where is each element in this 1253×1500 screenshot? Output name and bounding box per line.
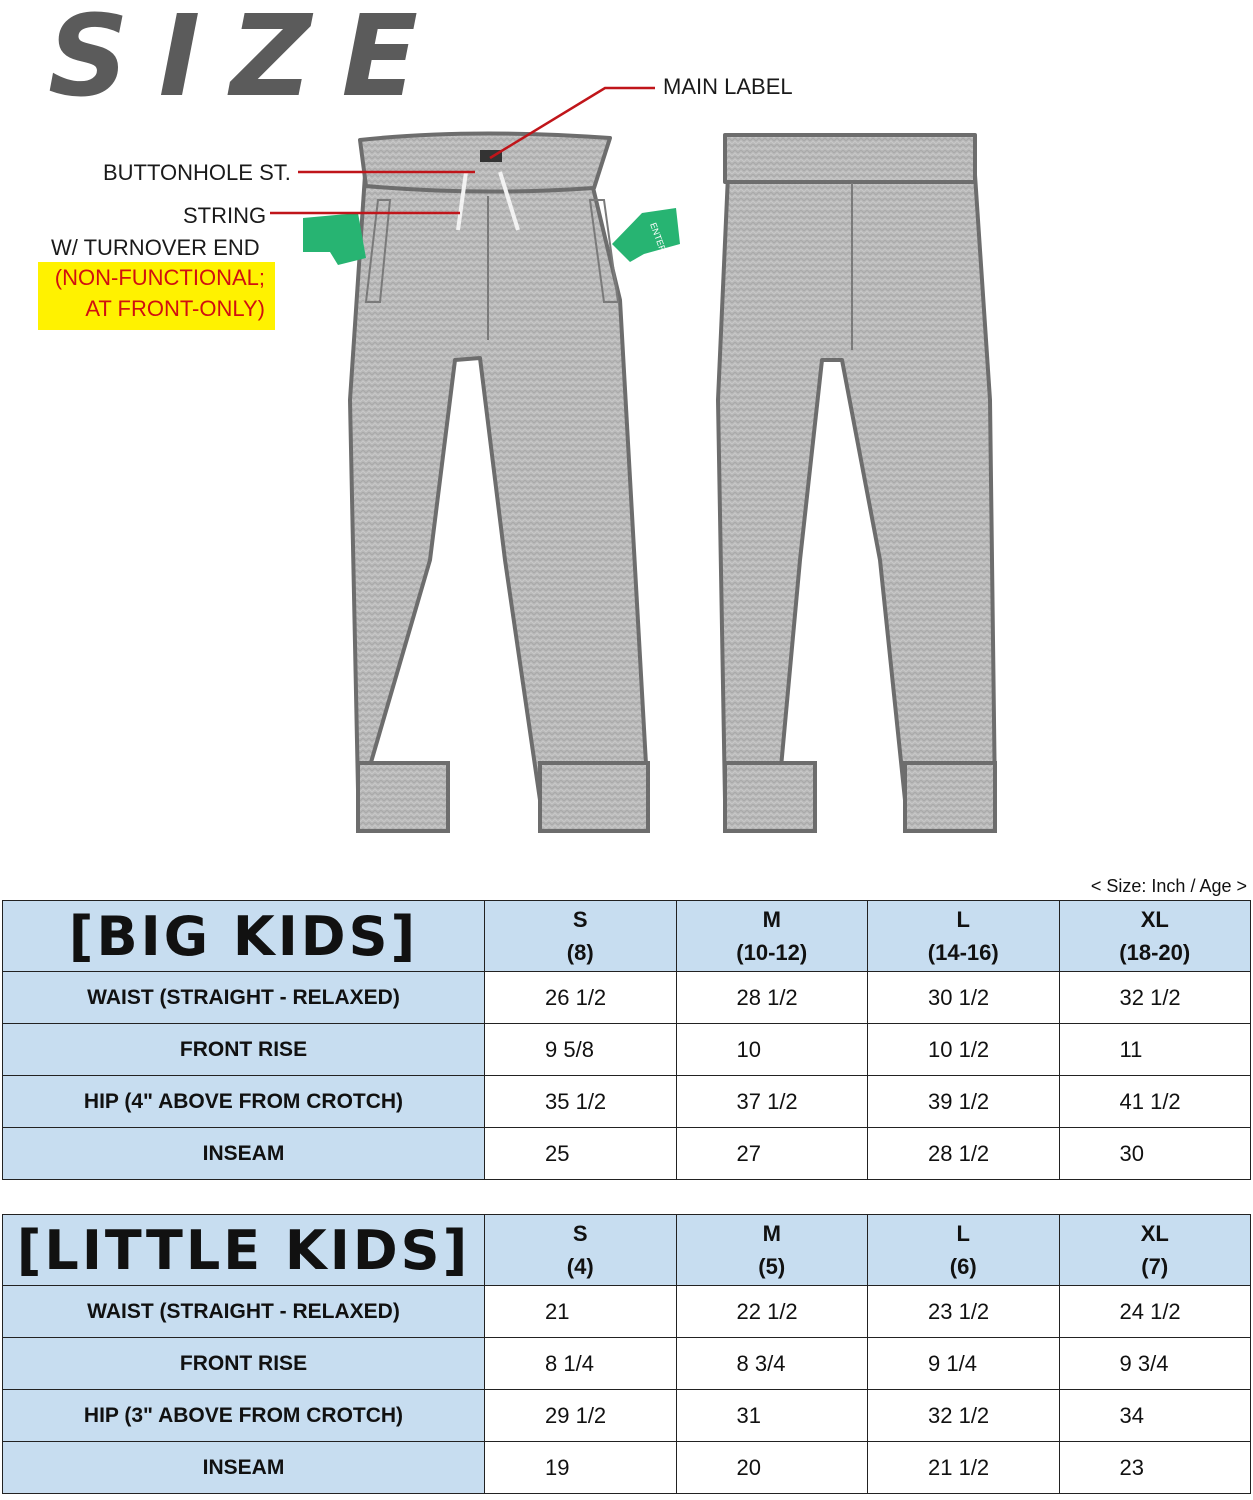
table-cell: 21 1/2 (868, 1442, 1060, 1494)
table-cell: 19 (485, 1442, 677, 1494)
size-col-header (485, 1215, 677, 1286)
back-right-cuff (905, 763, 995, 831)
table-row (3, 1442, 1251, 1494)
table-cell: 26 1/2 (485, 972, 677, 1024)
table-cell: 28 1/2 (868, 1128, 1060, 1180)
row-label: WAIST (STRAIGHT - RELAXED) (3, 1286, 485, 1338)
size-age: (6) (949, 1254, 977, 1279)
table-cell: 30 1/2 (868, 972, 1060, 1024)
front-right-cuff (540, 763, 648, 831)
table-cell: 11 (1059, 1024, 1251, 1076)
size-code: M (762, 1221, 781, 1246)
row-label: INSEAM (3, 1128, 485, 1180)
table-cell: 35 1/2 (485, 1076, 677, 1128)
table-cell: 8 3/4 (676, 1338, 868, 1390)
table-cell: 25 (485, 1128, 677, 1180)
back-left-cuff (725, 763, 815, 831)
table-cell: 28 1/2 (676, 972, 868, 1024)
back-pants-body (718, 175, 995, 800)
unit-note: < Size: Inch / Age > (1090, 876, 1247, 896)
table-cell: 32 1/2 (868, 1390, 1060, 1442)
table-cell: 30 (1059, 1128, 1251, 1180)
note-line1: (NON-FUNCTIONAL; (54, 265, 265, 290)
size-col-header (868, 1215, 1060, 1286)
big-kids-size-table (2, 900, 1251, 1180)
back-waistband (725, 135, 975, 182)
front-pants (303, 133, 680, 831)
size-age: (7) (1141, 1254, 1169, 1279)
row-label: FRONT RISE (3, 1024, 485, 1076)
size-age: (8) (566, 940, 594, 965)
right-pocket-tag (612, 208, 680, 262)
row-label: HIP (3" ABOVE FROM CROTCH) (3, 1390, 485, 1442)
buttonhole-callout: BUTTONHOLE ST. (103, 160, 291, 185)
table-cell: 41 1/2 (1059, 1076, 1251, 1128)
group-title: [BIG KIDS] (3, 901, 485, 972)
size-age: (4) (566, 1254, 594, 1279)
table-row (3, 1128, 1251, 1180)
size-col-header (1059, 901, 1251, 972)
table-cell: 22 1/2 (676, 1286, 868, 1338)
table-row (3, 1338, 1251, 1390)
table-cell: 8 1/4 (485, 1338, 677, 1390)
string-callout-line2: W/ TURNOVER END (51, 235, 260, 260)
table-cell: 29 1/2 (485, 1390, 677, 1442)
note-line2: AT FRONT-ONLY) (85, 296, 265, 321)
size-code: XL (1140, 1221, 1169, 1246)
table-cell: 27 (676, 1128, 868, 1180)
table-cell: 9 3/4 (1059, 1338, 1251, 1390)
table-header-row (3, 901, 1251, 972)
table-cell: 23 (1059, 1442, 1251, 1494)
front-left-cuff (358, 763, 448, 831)
row-label: INSEAM (3, 1442, 485, 1494)
table-cell: 32 1/2 (1059, 972, 1251, 1024)
main-label-callout: MAIN LABEL (663, 74, 793, 99)
table-cell: 10 1/2 (868, 1024, 1060, 1076)
little-kids-size-table (2, 1214, 1251, 1494)
size-col-header (676, 1215, 868, 1286)
size-col-header (676, 901, 868, 972)
table-cell: 37 1/2 (676, 1076, 868, 1128)
non-functional-note (38, 262, 275, 330)
right-tag-text: ENTER (648, 221, 668, 254)
size-col-header (1059, 1215, 1251, 1286)
size-code: M (762, 907, 781, 932)
size-code: XL (1140, 907, 1169, 932)
size-code: L (956, 1221, 970, 1246)
size-age: (14-16) (927, 940, 999, 965)
row-label: HIP (4" ABOVE FROM CROTCH) (3, 1076, 485, 1128)
size-code: S (572, 1221, 588, 1246)
string-callout-line1: STRING (183, 203, 267, 228)
size-code: L (956, 907, 970, 932)
table-cell: 34 (1059, 1390, 1251, 1442)
table-cell: 10 (676, 1024, 868, 1076)
table-row (3, 972, 1251, 1024)
size-col-header (868, 901, 1060, 972)
group-title: [LITTLE KIDS] (3, 1215, 485, 1286)
left-pocket-tag (303, 213, 366, 265)
table-header-row (3, 1215, 1251, 1286)
size-age: (10-12) (736, 940, 808, 965)
size-age: (18-20) (1119, 940, 1191, 965)
back-pants (718, 135, 995, 831)
table-row (3, 1390, 1251, 1442)
size-code: S (572, 907, 588, 932)
front-pants-body (350, 175, 648, 800)
table-cell: 20 (676, 1442, 868, 1494)
size-age: (5) (758, 1254, 786, 1279)
size-col-header (485, 901, 677, 972)
table-cell: 39 1/2 (868, 1076, 1060, 1128)
table-cell: 31 (676, 1390, 868, 1442)
table-row (3, 1076, 1251, 1128)
table-row (3, 1024, 1251, 1076)
table-cell: 24 1/2 (1059, 1286, 1251, 1338)
page-title: SIZE (48, 0, 449, 122)
front-waistband (360, 133, 610, 191)
table-cell: 9 5/8 (485, 1024, 677, 1076)
row-label: WAIST (STRAIGHT - RELAXED) (3, 972, 485, 1024)
table-cell: 9 1/4 (868, 1338, 1060, 1390)
row-label: FRONT RISE (3, 1338, 485, 1390)
table-row (3, 1286, 1251, 1338)
table-cell: 21 (485, 1286, 677, 1338)
table-cell: 23 1/2 (868, 1286, 1060, 1338)
